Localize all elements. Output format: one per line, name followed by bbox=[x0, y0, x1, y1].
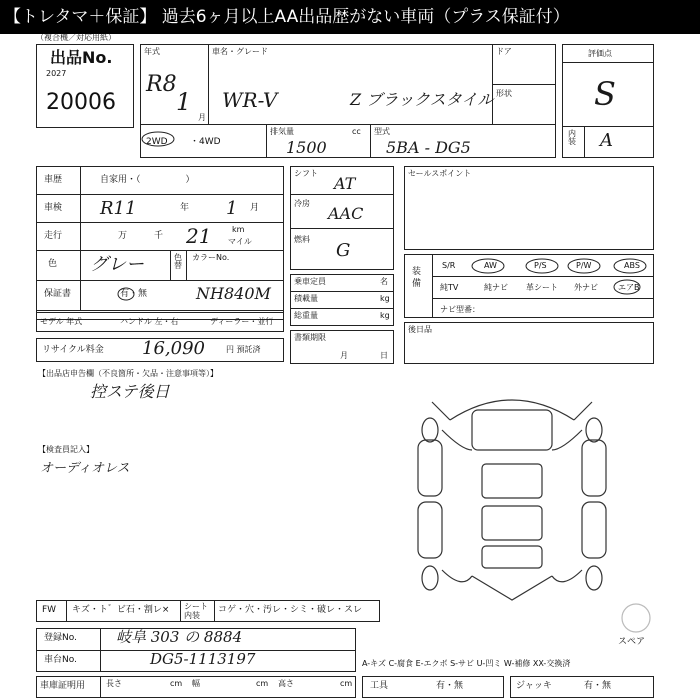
shaken-year-unit: 年 bbox=[180, 203, 190, 213]
shaken-label: 車検 bbox=[44, 203, 63, 213]
color-change-label: 色替 bbox=[174, 253, 182, 270]
recycle-label: リサイクル料金 bbox=[42, 345, 104, 355]
after-box bbox=[404, 322, 654, 364]
interior-value: A bbox=[600, 130, 613, 151]
disp-label: 排気量 bbox=[270, 127, 294, 136]
load-label: 積載量 bbox=[294, 294, 318, 303]
mileage-value: 21 bbox=[186, 224, 212, 248]
seller-note-label: 【出品店申告欄（不良箇所・欠品・注意事項等）】 bbox=[38, 369, 218, 378]
jack-value: 有・無 bbox=[584, 681, 612, 691]
name-label: 車名・グレード bbox=[212, 47, 268, 56]
expire-month: 月 bbox=[340, 351, 348, 360]
cert-width: 幅 bbox=[192, 679, 200, 688]
car-roof bbox=[482, 506, 542, 540]
car-wheel-fl bbox=[422, 418, 438, 442]
cert-height-unit: cm bbox=[340, 679, 353, 688]
vin-value: DG5-1113197 bbox=[150, 650, 256, 668]
tools-value: 有・無 bbox=[436, 681, 464, 691]
title-banner: 【トレタマ＋保証】 過去6ヶ月以上AA出品歴がない車両（プラス保証付） bbox=[0, 0, 700, 34]
vin-label: 車台No. bbox=[44, 655, 77, 665]
cert-width-unit: cm bbox=[256, 679, 269, 688]
car-windshield bbox=[482, 464, 542, 498]
equip-pw: P/W bbox=[576, 261, 592, 270]
tools-label: 工具 bbox=[370, 681, 389, 691]
legend-fw: FW bbox=[42, 605, 57, 615]
shaken-month-unit: 月 bbox=[250, 203, 260, 213]
ac-label: 冷房 bbox=[294, 199, 310, 208]
cert-length: 長さ bbox=[106, 679, 122, 688]
car-right-front-door bbox=[582, 440, 606, 496]
recycle-unit: 円 預託済 bbox=[226, 345, 261, 354]
shift-value: AT bbox=[334, 174, 356, 193]
seller-note: 控ステ後日 bbox=[90, 382, 170, 401]
legend-interior: コゲ・穴・汚レ・シミ・破レ・スレ bbox=[218, 605, 363, 615]
equip-tv: 純TV bbox=[440, 283, 459, 292]
weight-label: 総重量 bbox=[294, 311, 318, 320]
month-value: 1 bbox=[176, 88, 192, 116]
cert-height: 高さ bbox=[278, 679, 294, 688]
car-name: WR-V bbox=[222, 88, 278, 112]
equip-label: 装備 bbox=[412, 267, 422, 289]
equip-ps: P/S bbox=[534, 261, 547, 270]
capacity-unit: 名 bbox=[380, 277, 388, 286]
car-rear-fenders bbox=[442, 570, 582, 582]
equip-airbag: エアB bbox=[618, 283, 640, 292]
mileage-man: 万 bbox=[118, 231, 128, 241]
after-label: 後日品 bbox=[408, 325, 432, 334]
sales-label: セールスポイント bbox=[408, 169, 472, 178]
color-value: グレー bbox=[90, 254, 144, 275]
car-wheel-fr bbox=[586, 418, 602, 442]
drive-2wd: 2WD bbox=[146, 137, 168, 147]
score-label: 評価点 bbox=[588, 49, 612, 58]
mileage-km: km bbox=[232, 225, 245, 234]
fuel-value: G bbox=[336, 240, 351, 261]
drive-circle bbox=[140, 130, 176, 148]
drive-4wd: ・4WD bbox=[190, 137, 221, 147]
shift-label: シフト bbox=[294, 169, 318, 178]
car-hood bbox=[472, 410, 552, 450]
expire-day: 日 bbox=[380, 351, 388, 360]
inspector-label: 【検査員記入】 bbox=[38, 445, 94, 454]
mileage-label: 走行 bbox=[44, 231, 63, 241]
car-wheel-rr bbox=[586, 566, 602, 590]
car-grade: Z ブラックスタイル bbox=[350, 90, 494, 109]
reg-value: 岐阜 303 の 8884 bbox=[116, 628, 243, 646]
cert-length-unit: cm bbox=[170, 679, 183, 688]
car-right-rear-door bbox=[582, 502, 606, 558]
color-no-label: カラーNo. bbox=[192, 253, 230, 262]
car-wheel-rl bbox=[422, 566, 438, 590]
mileage-mile: マイル bbox=[228, 237, 252, 246]
lot-label: 出品No. bbox=[50, 48, 113, 67]
sales-box bbox=[404, 166, 654, 250]
month-unit: 月 bbox=[198, 113, 206, 122]
year-label: 年式 bbox=[144, 47, 160, 56]
equip-abs: ABS bbox=[624, 261, 640, 270]
car-trunk bbox=[472, 576, 552, 600]
navi-model-label: ナビ型番： bbox=[440, 305, 480, 314]
car-rear-window bbox=[482, 546, 542, 568]
car-diagram bbox=[412, 390, 612, 620]
car-left-rear-door bbox=[418, 502, 442, 558]
mileage-sen: 千 bbox=[154, 231, 164, 241]
disp-value: 1500 bbox=[286, 138, 327, 157]
car-front-fenders bbox=[442, 430, 582, 450]
equip-aw: AW bbox=[484, 261, 497, 270]
reg-label: 登録No. bbox=[44, 633, 77, 643]
warranty-label: 保証書 bbox=[44, 289, 72, 299]
airbag-circle bbox=[612, 278, 642, 296]
spare-label: スペア bbox=[618, 637, 646, 647]
legend-scratch: キズ・ト゛ビ石・割レ× bbox=[72, 605, 170, 615]
model-label: 型式 bbox=[374, 127, 390, 136]
shaken-month: 1 bbox=[226, 198, 238, 219]
dealer-label: ディーラー・並行 bbox=[210, 317, 274, 326]
model-year-label: モデル 年式 bbox=[40, 317, 83, 326]
model-value: 5BA - DG5 bbox=[386, 138, 471, 157]
equip-circles bbox=[432, 257, 654, 277]
shaken-era: R11 bbox=[100, 198, 137, 219]
history-label: 車歴 bbox=[44, 175, 63, 185]
equip-ext-navi: 外ナビ bbox=[574, 283, 598, 292]
equip-leather: 革シート bbox=[526, 283, 558, 292]
damage-legend: A-キズ C-腐食 E-エクボ S-サビ U-凹ミ W-補修 XX-交換済 bbox=[362, 659, 571, 668]
weight-unit: kg bbox=[380, 311, 390, 320]
score-value: S bbox=[594, 75, 616, 113]
handle-label: ハンドル 左・右 bbox=[120, 317, 179, 326]
auction-sheet bbox=[0, 34, 700, 700]
subhead: （複合機／対応用紙） bbox=[36, 33, 116, 42]
lot-stamp: 2027 bbox=[46, 69, 67, 78]
fuel-label: 燃料 bbox=[294, 235, 310, 244]
interior-label: 内装 bbox=[568, 129, 576, 146]
car-mirror-lines bbox=[432, 402, 592, 420]
inspector-note: オーディオレス bbox=[40, 461, 130, 476]
warranty-value: 有・無 bbox=[120, 289, 148, 299]
history-value: 自家用・（ ） bbox=[100, 175, 195, 185]
capacity-label: 乗車定員 bbox=[294, 277, 326, 286]
equip-sr: S/R bbox=[442, 261, 456, 270]
color-label: 色 bbox=[48, 259, 58, 269]
door-label: ドア bbox=[496, 47, 512, 56]
shape-label: 形状 bbox=[496, 89, 512, 98]
car-left-front-door bbox=[418, 440, 442, 496]
recycle-value: 16,090 bbox=[142, 338, 205, 359]
load-unit: kg bbox=[380, 294, 390, 303]
disp-unit: cc bbox=[352, 127, 361, 136]
ac-value: AAC bbox=[328, 204, 364, 223]
legend-seat: シート 内装 bbox=[184, 602, 208, 620]
warranty-circle bbox=[116, 286, 136, 302]
spare-tire-icon bbox=[620, 602, 652, 634]
expire-label: 書類期限 bbox=[294, 333, 326, 342]
jack-label: ジャッキ bbox=[516, 681, 552, 691]
equip-navi: 純ナビ bbox=[484, 283, 508, 292]
color-code: NH840M bbox=[196, 284, 271, 303]
lot-number: 20006 bbox=[46, 90, 116, 115]
year-value: R8 bbox=[146, 72, 177, 97]
garage-cert-label: 車庫証明用 bbox=[40, 681, 86, 691]
